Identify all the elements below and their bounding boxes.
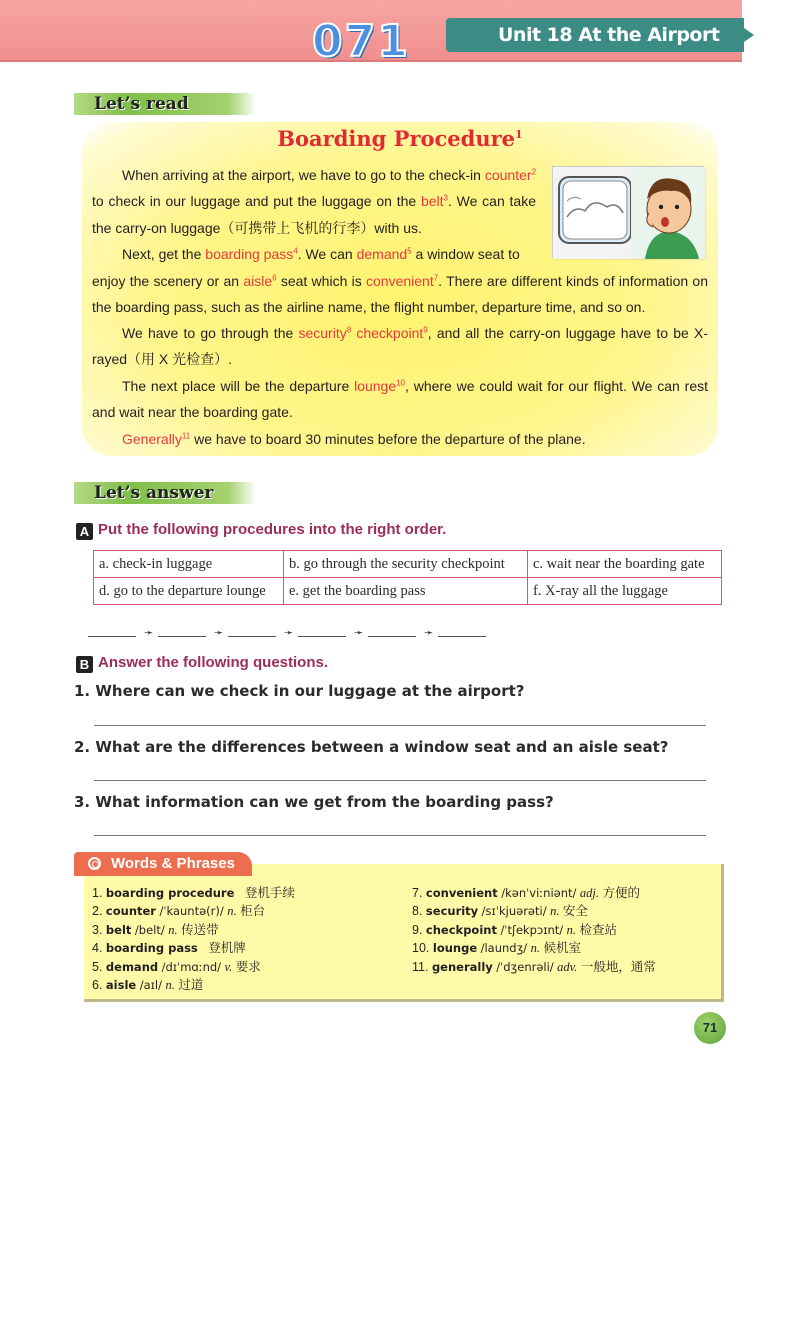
p1-text-b: to check in our luggage and put the luggage on the [92,193,421,210]
lets-read-banner [74,93,256,115]
vocab-phonetic: /laundʒ/ [480,941,528,956]
lets-answer-label: Let’s answer [94,483,214,503]
part-a-instruction: Put the following procedures into the right order. [98,521,447,538]
question-1: 1. Where can we check in our luggage at the airport? [74,682,525,700]
arrow-icon: ➛ [284,627,294,639]
order-blank-5[interactable] [368,636,416,637]
footnote-4: 4 [293,246,298,256]
vocab-meaning: 方便的 [602,886,640,900]
p4-text-c: rest and wait near the boarding gate. [92,378,708,421]
p4-text-a: The next place will be the departure [122,378,355,394]
order-blank-1[interactable] [88,636,136,637]
target-icon [88,857,101,870]
vocab-meaning: 要求 [235,959,261,974]
vocab-counter: counter [484,167,532,183]
vocab-item [412,939,712,957]
vocab-word: generally [431,959,493,974]
part-a-heading [76,521,446,540]
vocab-generally: Generally [122,431,182,447]
arrow-icon: ➛ [354,627,364,639]
vocab-checkpoint: checkpoint [356,325,424,341]
vocab-meaning: 过道 [178,978,204,993]
paragraph-2-start [92,241,536,267]
vocab-aisle: aisle [243,273,273,289]
part-b-instruction: Answer the following questions. [98,654,329,671]
vocab-column-right [412,884,712,976]
vocab-num: 7. [412,886,423,900]
order-answer-line [88,622,488,642]
vocab-pos: n. [227,904,237,919]
vocab-pos: n. [168,922,178,937]
p2-text-b: . We can [297,246,357,262]
footnote-10: 10 [396,378,406,388]
vocab-num: 2. [92,904,103,919]
paragraph-2-rest [92,268,708,321]
title-footnote: 1 [515,128,523,141]
vocab-pos: n. [165,978,175,993]
vocab-word: security [425,904,479,919]
options-row [94,551,722,578]
vocab-meaning: 一般地，通常 [580,959,656,974]
p2-text-d: enjoy the scenery or an [92,273,244,289]
p3-text-c: X-rayed（用 X 光检查）. [92,325,709,368]
answer-line-3[interactable] [94,835,706,836]
lets-answer-banner [74,482,256,504]
vocab-item [412,884,712,902]
vocab-phonetic: /ˈtʃekpɔɪnt/ [500,922,564,937]
vocab-item [92,939,392,957]
option-cell: b. go through the security checkpoint [284,551,528,578]
paragraph-3 [92,320,708,373]
vocab-num: 4. [92,941,103,956]
p3-text-b: , and all the carry-on luggage have to be [427,325,689,341]
paragraph-4 [92,373,708,426]
vocab-num: 6. [92,978,103,993]
order-blank-6[interactable] [438,636,486,637]
vocab-phonetic: /dɪˈmɑːnd/ [161,959,222,974]
p4-text-b: , where we could wait for our flight. We can [405,378,680,394]
reading-title-text: Boarding Procedure [277,126,516,151]
p2-text-f: . There are different kinds of information [438,273,689,289]
passenger-window-drawing [553,167,705,259]
vocab-phonetic: /aɪl/ [139,978,162,993]
vocab-num: 1. [92,886,103,900]
order-blank-4[interactable] [298,636,346,637]
option-cell: a. check-in luggage [94,551,284,578]
p1-text-a: When arriving at the airport, we have to go to the check-in [122,167,481,183]
order-blank-3[interactable] [228,636,276,637]
vocab-boarding-pass: boarding pass [205,246,294,262]
p2-text-c: a window seat to [411,246,520,262]
part-a-letter: A [76,523,93,540]
vocab-pos: adv. [557,959,578,974]
p3-text-a: We have to go through the [122,325,299,341]
vocab-item [412,958,712,976]
vocab-pos: v. [224,959,233,974]
vocab-num: 11. [412,959,429,974]
procedure-options-table [93,550,722,605]
vocab-item [412,902,712,920]
vocab-num: 10. [412,941,430,956]
vocab-word: counter [105,904,156,919]
footnote-7: 7 [433,273,439,283]
vocab-num: 9. [412,922,423,937]
vocab-phonetic: /ˈkauntə(r)/ [159,904,224,919]
vocab-item [92,976,392,994]
vocab-meaning: 检查站 [579,922,618,937]
vocab-meaning: 候机室 [543,941,581,956]
lets-read-label: Let’s read [94,94,189,114]
vocab-pos: n. [550,904,560,919]
vocab-lounge: lounge [354,378,397,394]
arrow-icon: ➛ [144,627,154,639]
passenger-window-illustration [552,166,704,258]
answer-line-1[interactable] [94,725,706,726]
footnote-9: 9 [423,325,428,335]
page-number: 71 [694,1012,726,1044]
p1-text-d: can take the carry-on luggage（可携带上飞机的行李）with us. [92,193,536,236]
option-cell: d. go to the departure lounge [94,578,284,605]
footnote-5: 5 [407,246,412,256]
vocab-item [92,884,392,902]
option-cell: c. wait near the boarding gate [528,551,722,578]
options-row [94,578,722,605]
part-b-letter: B [76,656,93,673]
p2-text-e: seat which is [276,273,366,289]
vocab-word: checkpoint [425,922,497,937]
footnote-3: 3 [443,193,448,203]
footnote-2: 2 [531,167,537,177]
arrow-icon: ➛ [214,627,224,639]
vocab-pos: adj. [579,886,599,900]
words-phrases-tab [74,852,252,876]
question-2: 2. What are the differences between a window seat and an aisle seat? [74,738,669,756]
words-phrases-heading: Words & Phrases [111,855,235,872]
unit-title-tab: Unit 18 At the Airport [446,18,744,52]
vocab-word: lounge [432,941,478,956]
vocab-item [92,921,392,939]
arrow-icon: ➛ [424,627,434,639]
vocab-phonetic: /belt/ [134,922,165,937]
order-blank-2[interactable] [158,636,206,637]
footnote-8: 8 [346,325,352,335]
paragraph-1 [92,162,536,241]
footnote-11: 11 [181,431,191,441]
vocab-phonetic: /kənˈviːniənt/ [501,886,577,900]
p2-text-g: on the boarding pass, such as the airline name, the flight number, departure time, and so on. [92,273,708,316]
vocab-word: belt [105,922,132,937]
reading-title [0,126,800,151]
answer-line-2[interactable] [94,780,706,781]
question-3: 3. What information can we get from the boarding pass? [74,793,554,811]
vocab-meaning: 传送带 [181,922,219,937]
vocab-pos: n. [566,922,577,937]
vocab-num: 8. [412,904,423,919]
vocab-meaning: 登机手续 [244,886,295,900]
p2-text-a: Next, get the [122,246,206,262]
vocab-word: aisle [105,978,137,993]
vocab-num: 3. [92,922,103,937]
vocab-convenient: convenient [366,273,434,289]
vocab-item [92,902,392,920]
vocab-word: demand [105,959,159,974]
lesson-number: 071 [312,16,410,67]
vocab-item [412,921,712,939]
vocab-security: security [298,325,347,341]
vocab-word: boarding pass [105,941,198,956]
vocab-column-left [92,884,392,994]
p1-text-c: . We [447,193,478,210]
vocab-word: boarding procedure [105,886,235,900]
vocab-pos: n. [530,941,540,956]
vocab-item [92,958,392,976]
paragraph-5 [92,426,708,452]
part-b-heading [76,654,328,673]
option-cell: f. X-ray all the luggage [528,578,722,605]
vocab-meaning: 登机牌 [208,941,246,956]
p5-text-a: we have to board 30 minutes before the departure of the plane. [190,431,586,447]
option-cell: e. get the boarding pass [284,578,528,605]
vocab-meaning: 安全 [562,904,588,919]
vocab-phonetic: /ˈdʒenrəli/ [496,959,554,974]
vocab-belt: belt [420,193,444,210]
vocab-phonetic: /sɪˈkjuərəti/ [481,904,547,919]
vocab-meaning: 柜台 [240,904,266,919]
vocab-demand: demand [356,246,408,262]
vocab-num: 5. [92,959,103,974]
footnote-6: 6 [272,273,277,283]
vocab-word: convenient [425,886,498,900]
